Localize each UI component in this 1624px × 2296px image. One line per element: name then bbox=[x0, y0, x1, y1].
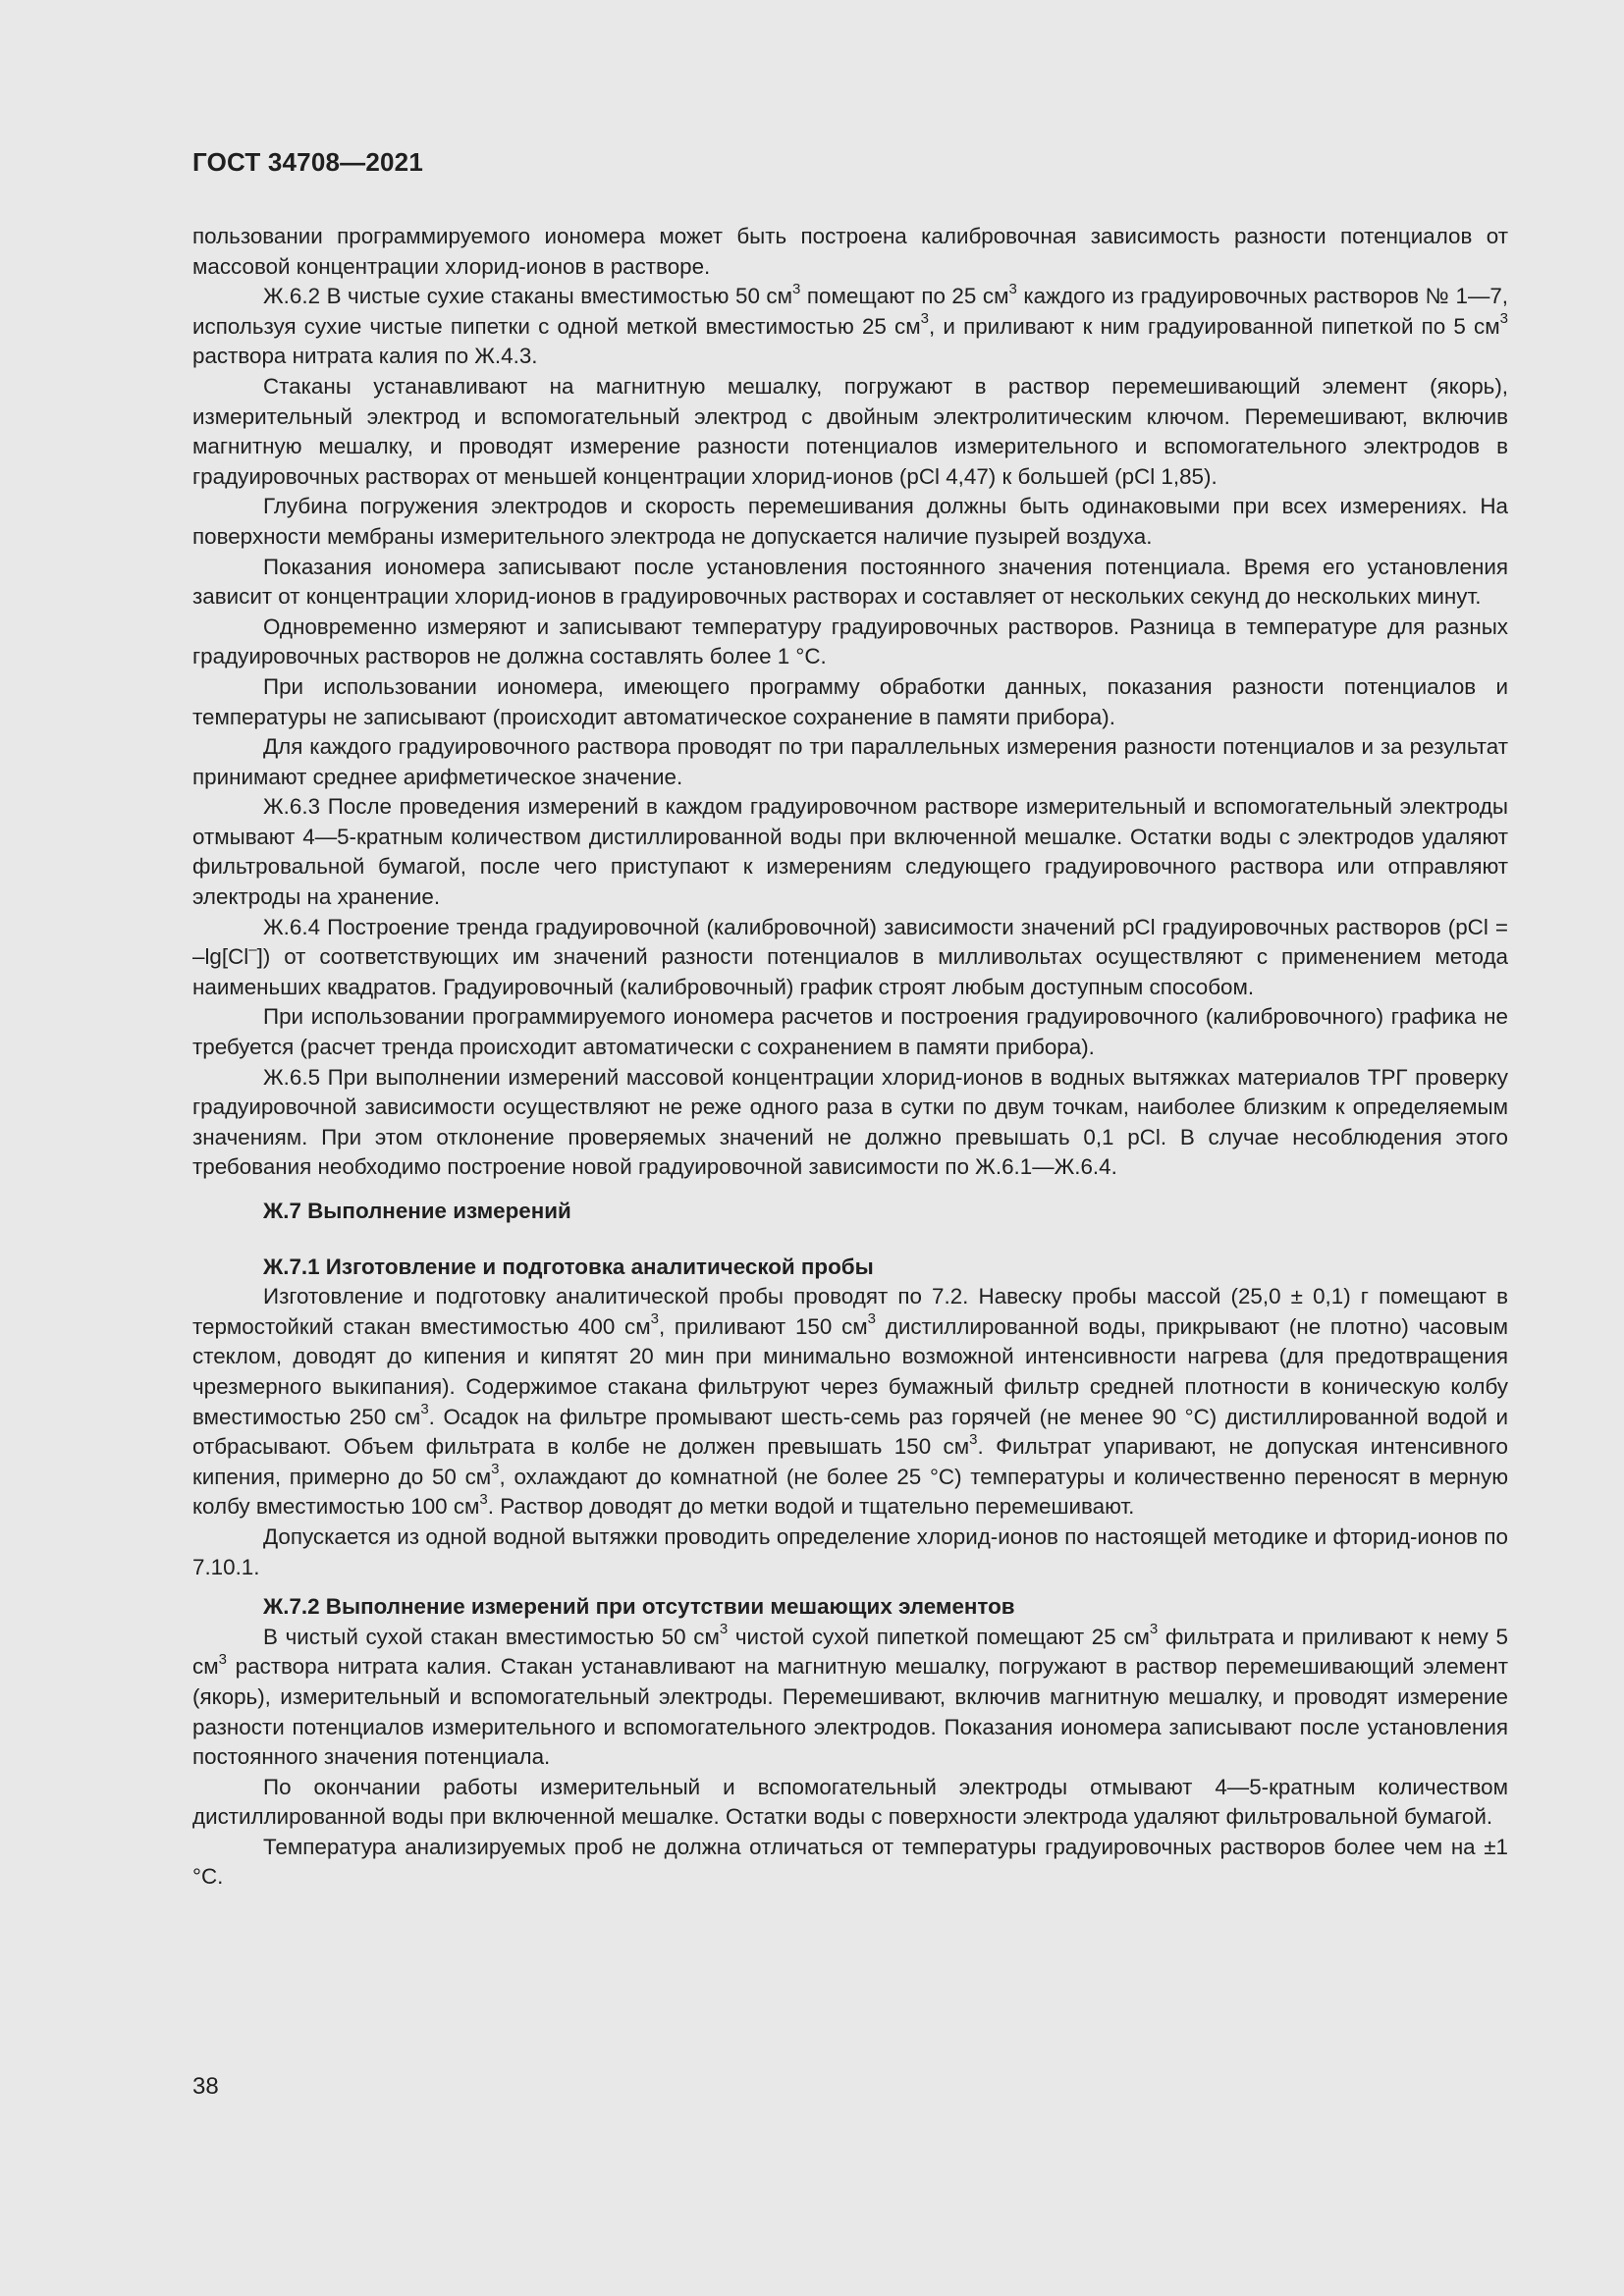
paragraph-pri-ispolzovanii: При использовании иономера, имеющего программу обработки данных, показания разности потенциалов и температуры не записывают (происходит автоматическое сохранение в памяти прибора). bbox=[192, 673, 1508, 729]
paragraph-continuation: пользовании программируемого иономера может быть построена калибровочная зависимость разности потенциалов от массовой концентрации хлорид-ионов в растворе. bbox=[192, 224, 1508, 279]
paragraph-zh-6-3: Ж.6.3 После проведения измерений в каждом градуировочном растворе измерительный и вспомогательный электроды отмывают 4—5-кратным количеством дистиллированной воды при включенной мешалке. Остатки воды с электродов удаляют фильтровальной бумагой, после чего приступают к измерениям следующего градуировочного раствора или отправляют электроды на хранение. bbox=[192, 794, 1508, 910]
paragraph-pokazaniya: Показания иономера записывают после установления постоянного значения потенциала. Время его установления зависит от концентрации хлорид-ионов в градуировочных растворах и составляет от нескольких секунд до нескольких минут. bbox=[192, 554, 1508, 610]
document-header: ГОСТ 34708—2021 bbox=[192, 147, 423, 177]
page-number: 38 bbox=[192, 2073, 219, 2100]
paragraph-stakany: Стаканы устанавливают на магнитную мешалку, погружают в раствор перемешивающий элемент (якорь), измерительный электрод и вспомогательный электрод с двойным электролитическим ключом. Перемешивают, включив магнитную мешалку, и проводят измерение разности потенциалов измерительного и вспомогательного электродов в градуировочных растворах от меньшей концентрации хлорид-ионов (pCl 4,47) к большей (pCl 1,85). bbox=[192, 373, 1508, 489]
document-body bbox=[192, 222, 1508, 1893]
heading-zh-7-2: Ж.7.2 Выполнение измерений при отсутствии мешающих элементов bbox=[263, 1594, 1015, 1620]
paragraph-zh-6-2: Ж.6.2 В чистые сухие стаканы вместимостью 50 $см^3$ помещают по 25 $см^3$ каждого из градуировочных растворов № 1—7, используя сухие чистые пипетки с одной меткой вместимостью 25 $см^3$, и приливают к ним градуированной пипеткой по 5 $см^3$ раствора нитрата калия по Ж.4.3. bbox=[192, 280, 1509, 369]
paragraph-po-okonchanii: По окончании работы измерительный и вспомогательный электроды отмывают 4—5-кратным количеством дистиллированной воды при включенной мешалке. Остатки воды с поверхности электрода удаляют фильтровальной бумагой. bbox=[192, 1774, 1508, 1830]
paragraph-zh-6-5: Ж.6.5 При выполнении измерений массовой концентрации хлорид-ионов в водных вытяжках материалов ТРГ проверку градуировочной зависимости осуществляют не реже одного раза в сутки по двум точкам, наиболее близким к определяемым значениям. При этом отклонение проверяемых значений не должно превышать 0,1 pCl. В случае несоблюдения этого требования необходимо построение новой градуировочной зависимости по Ж.6.1—Ж.6.4. bbox=[192, 1064, 1508, 1180]
paragraph-zh-6-4: Ж.6.4 Построение тренда градуировочной (калибровочной) зависимости значений pCl градуировочных растворов (pCl = –lg[Cl–]) от соответствующих им значений разности потенциалов в милливольтах осуществляют с применением метода наименьших квадратов. Градуировочный (калибровочный) график строят любым доступным способом. bbox=[192, 914, 1508, 999]
paragraph-glubina: Глубина погружения электродов и скорость перемешивания должны быть одинаковыми при всех измерениях. На поверхности мембраны измерительного электрода не допускается наличие пузырей воздуха. bbox=[192, 494, 1508, 549]
heading-zh-7-1: Ж.7.1 Изготовление и подготовка аналитической пробы bbox=[263, 1254, 874, 1279]
paragraph-dlya-kazhdogo: Для каждого градуировочного раствора проводят по три параллельных измерения разности потенциалов и за результат принимают среднее арифметическое значение. bbox=[192, 734, 1508, 789]
paragraph-pri-ispolzovanii-programmiruemogo: При использовании программируемого иономера расчетов и построения градуировочного (калибровочного) графика не требуется (расчет тренда происходит автоматически с сохранением в памяти прибора). bbox=[192, 1004, 1508, 1060]
paragraph-zh-7-1: Изготовление и подготовку аналитической пробы проводят по 7.2. Навеску пробы массой (25,0 ± 0,1) г помещают в термостойкий стакан вместимостью 400 $см^3$, приливают 150 $см^3$ дистиллированной воды, прикрывают (не плотно) часовым стеклом, доводят до кипения и кипятят 20 мин при минимально возможной интенсивности нагрева (для предотвращения чрезмерного выкипания). Содержимое стакана фильтруют через бумажный фильтр средней плотности в коническую колбу вместимостью 250 $см^3$. Осадок на фильтре промывают шесть-семь раз горячей (не менее 90 °С) дистиллированной водой и отбрасывают. Объем фильтрата в колбе не должен превышать 150 $см^3$. Фильтрат упаривают, не допуская интенсивного кипения, примерно до 50 $см^3$, охлаждают до комнатной (не более 25 °С) температуры и количественно переносят в мерную колбу вместимостью 100 $см^3$. Раствор доводят до метки водой и тщательно перемешивают. bbox=[192, 1284, 1509, 1520]
heading-zh-7: Ж.7 Выполнение измерений bbox=[263, 1199, 571, 1223]
paragraph-odnovremenno: Одновременно измеряют и записывают температуру градуировочных растворов. Разница в температуре для разных градуировочных растворов не должна составлять более 1 °С. bbox=[192, 614, 1508, 669]
paragraph-dopuskaetsya: Допускается из одной водной вытяжки проводить определение хлорид-ионов по настоящей методике и фторид-ионов по 7.10.1. bbox=[192, 1523, 1508, 1579]
paragraph-temperatura: Температура анализируемых проб не должна отличаться от температуры градуировочных растворов более чем на ±1 °С. bbox=[192, 1834, 1508, 1890]
paragraph-zh-7-2: В чистый сухой стакан вместимостью 50 $см^3$ чистой сухой пипеткой помещают 25 $см^3$ фильтрата и приливают к нему 5 $см^3$ раствора нитрата калия. Стакан устанавливают на магнитную мешалку, погружают в раствор перемешивающий элемент (якорь), измерительный и вспомогательный электроды. Перемешивают, включив магнитную мешалку, и проводят измерение разности потенциалов измерительного и вспомогательного электродов. Показания иономера записывают после установления постоянного значения потенциала. bbox=[192, 1621, 1508, 1770]
